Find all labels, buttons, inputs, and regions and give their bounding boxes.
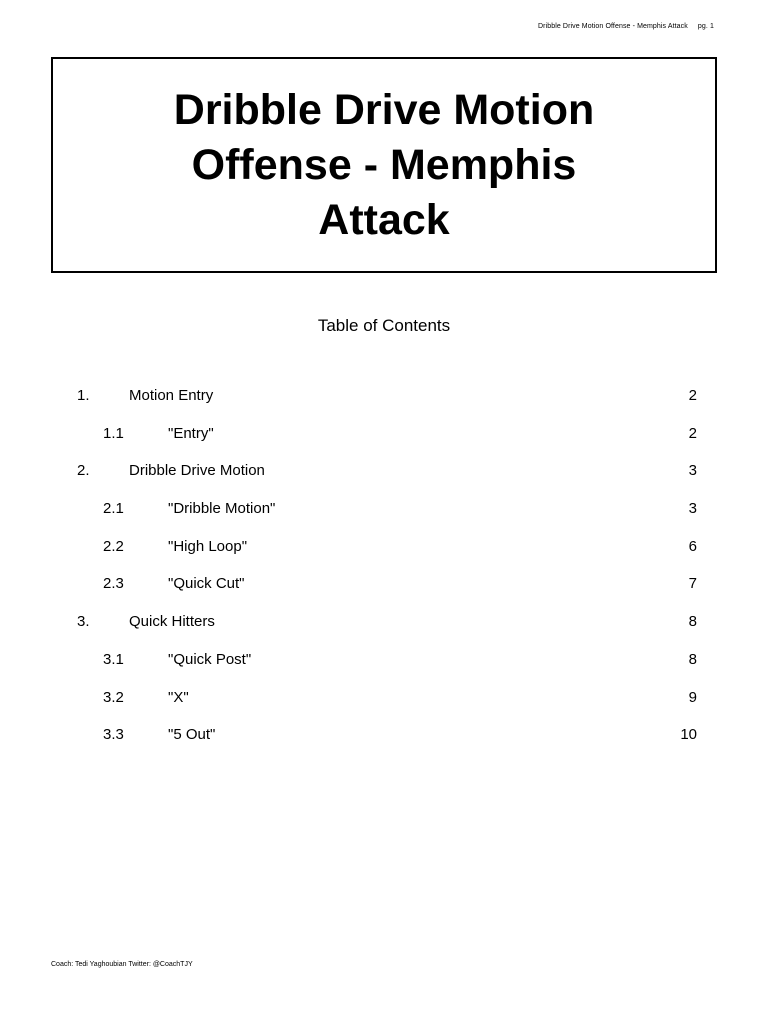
toc-entry-number: 2.3	[103, 575, 124, 593]
toc-entry-number: 1.1	[103, 424, 124, 442]
running-header-title: Dribble Drive Motion Offense - Memphis Attack	[538, 23, 688, 30]
toc-entry-page: 2	[688, 387, 697, 404]
toc-entry-page: 3	[688, 462, 697, 480]
toc-heading: Table of Contents	[317, 316, 451, 335]
table-of-contents	[0, 385, 768, 762]
toc-entry-label: Dribble Drive Motion	[129, 462, 265, 480]
toc-entry-page: 6	[688, 537, 697, 555]
toc-entry-number: 1.	[77, 387, 90, 404]
toc-entry-page: 8	[688, 650, 697, 668]
toc-entry[interactable]	[0, 724, 768, 762]
toc-entry[interactable]	[0, 498, 768, 536]
toc-entry-label: "Entry"	[168, 424, 214, 442]
toc-entry-number: 3.1	[103, 650, 124, 668]
toc-entry-number: 2.1	[103, 500, 124, 518]
toc-entry[interactable]	[0, 649, 768, 687]
toc-entry-label: "Dribble Motion"	[168, 500, 276, 518]
title-box	[51, 57, 717, 273]
toc-entry-number: 3.3	[103, 726, 124, 744]
toc-entry-page: 7	[688, 575, 697, 593]
toc-entry-label: "High Loop"	[168, 537, 248, 555]
running-header-page: pg. 1	[697, 23, 714, 30]
toc-entry-page: 10	[680, 726, 697, 744]
toc-entry[interactable]	[0, 460, 768, 498]
toc-entry-page: 3	[688, 500, 697, 518]
toc-entry[interactable]	[0, 536, 768, 574]
toc-entry-page: 2	[688, 424, 697, 442]
toc-entry-page: 8	[688, 613, 697, 631]
toc-entry-label: "X"	[168, 688, 189, 706]
toc-entry[interactable]	[0, 687, 768, 725]
toc-entry-label: "5 Out"	[168, 726, 216, 744]
toc-entry-number: 3.	[77, 613, 90, 631]
toc-entry-page: 9	[688, 688, 697, 706]
toc-entry[interactable]	[0, 423, 768, 461]
toc-entry-number: 2.2	[103, 537, 124, 555]
page-footer: Coach: Tedi Yaghoubian Twitter: @CoachTJY	[51, 961, 193, 968]
toc-entry-label: Motion Entry	[129, 387, 214, 404]
toc-entry-label: Quick Hitters	[129, 613, 215, 631]
running-header	[538, 23, 714, 30]
document-title: Dribble Drive Motion Offense - Memphis Attack	[173, 85, 595, 244]
toc-entry-label: "Quick Post"	[168, 650, 252, 668]
toc-entry[interactable]	[0, 611, 768, 649]
toc-entry-number: 2.	[77, 462, 90, 480]
toc-entry-number: 3.2	[103, 688, 124, 706]
toc-entry[interactable]	[0, 573, 768, 611]
toc-entry-label: "Quick Cut"	[168, 575, 245, 593]
toc-entry[interactable]	[0, 385, 768, 423]
